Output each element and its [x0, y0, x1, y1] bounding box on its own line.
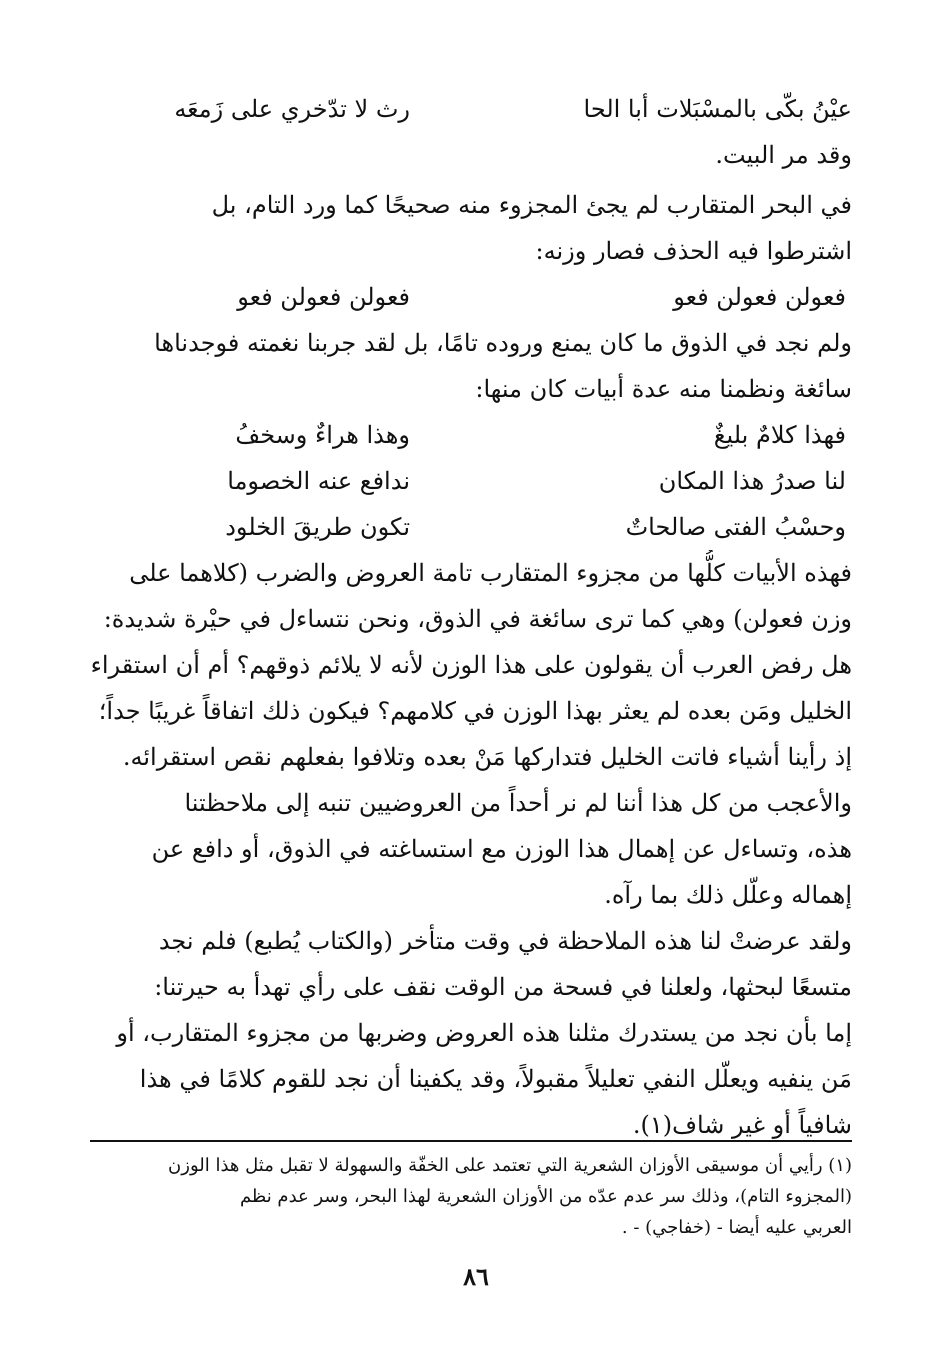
paragraph-line: إما بأن نجد من يستدرك مثلنا هذه العروض وضربها من مجزوء المتقارب، أو: [116, 1019, 852, 1047]
meter-line: [90, 274, 852, 320]
text-line: وقد مر البيت.: [715, 141, 852, 169]
footnote-line: (١) رأيي أن موسيقى الأوزان الشعرية التي تعتمد على الخفّة والسهولة لا تقبل مثل هذا الوزن: [168, 1155, 852, 1176]
paragraph-line: فهذه الأبيات كلُّها من مجزوء المتقارب تامة العروض والضرب (كلاهما على: [129, 559, 852, 587]
paragraph-line: مَن ينفيه ويعلّل النفي تعليلاً مقبولاً، وقد يكفينا أن نجد للقوم كلامًا في هذا: [139, 1065, 852, 1093]
text-line: سائغة ونظمنا منه عدة أبيات كان منها:: [475, 375, 852, 403]
footnote-line: العربي عليه أيضا - (خفاجي) - .: [621, 1217, 852, 1238]
poem-hemistich-1: لنا صدرُ هذا المكان: [658, 467, 846, 495]
poem-verse: [90, 412, 852, 458]
meter-hemistich-1: فعولن فعولن فعو: [673, 283, 846, 311]
page-number: ٨٦: [463, 1262, 489, 1291]
paragraph-line: متسعًا لبحثها، ولعلنا في فسحة من الوقت نقف على رأي تهدأ به حيرتنا:: [154, 973, 852, 1001]
footnote-line: (المجزوء التام)، وذلك سر عدم عدّه من الأوزان الشعرية لهذا البحر، وسر عدم نظم: [239, 1186, 852, 1207]
text-line: في البحر المتقارب لم يجئ المجزوء منه صحيحًا كما ورد التام، بل: [211, 191, 852, 219]
poem-verse: [90, 458, 852, 504]
poem-hemistich-2: تكون طريقَ الخلود: [225, 513, 410, 541]
paragraph-line: والأعجب من كل هذا أننا لم نر أحداً من العروضيين تنبه إلى ملاحظتنا: [184, 789, 852, 817]
poem-hemistich-2: ندافع عنه الخصوما: [227, 467, 410, 495]
paragraph-line: هذه، وتساءل عن إهمال هذا الوزن مع استساغته في الذوق، أو دافع عن: [151, 835, 852, 863]
poem-hemistich-2: وهذا هراءٌ وسخفُ: [235, 421, 410, 449]
verse-hemistich-1: عيْنُ بكّى بالمسْبَلات أبا الحا: [583, 95, 852, 123]
paragraph-line: إذ رأينا أشياء فاتت الخليل فتداركها مَنْ بعده وتلافوا بفعلهم نقص استقرائه.: [122, 743, 852, 771]
page-body: [90, 86, 852, 1148]
paragraph-line: وزن فعولن) وهي كما ترى سائغة في الذوق، ونحن نتساءل في حيْرة شديدة:: [103, 605, 852, 633]
poem-hemistich-1: فهذا كلامٌ بليغٌ: [713, 421, 846, 449]
footnote-section: [90, 1140, 852, 1243]
paragraph-line: ولقد عرضتْ لنا هذه الملاحظة في وقت متأخر (والكتاب يُطبع) فلم نجد: [158, 927, 852, 955]
verse-top: [90, 86, 852, 132]
paragraph-line: شافياً أو غير شاف(١).: [632, 1111, 852, 1139]
text-line: اشترطوا فيه الحذف فصار وزنه:: [535, 237, 852, 265]
poem-hemistich-1: وحسْبُ الفتى صالحاتٌ: [625, 513, 846, 541]
paragraph-line: هل رفض العرب أن يقولون على هذا الوزن لأنه لا يلائم ذوقهم؟ أم أن استقراء: [90, 651, 852, 679]
paragraph-line: إهماله وعلّل ذلك بما رآه.: [604, 881, 852, 909]
meter-hemistich-2: فعولن فعولن فعو: [237, 283, 410, 311]
text-line: ولم نجد في الذوق ما كان يمنع وروده تامًا، بل لقد جربنا نغمته فوجدناها: [154, 329, 852, 357]
verse-hemistich-2: رث لا تدّخري على زَمعَه: [174, 95, 410, 123]
paragraph-line: الخليل ومَن بعده لم يعثر بهذا الوزن في كلامهم؟ فيكون ذلك اتفاقاً غريبًا جداً؛: [98, 697, 852, 725]
poem-verse: [90, 504, 852, 550]
